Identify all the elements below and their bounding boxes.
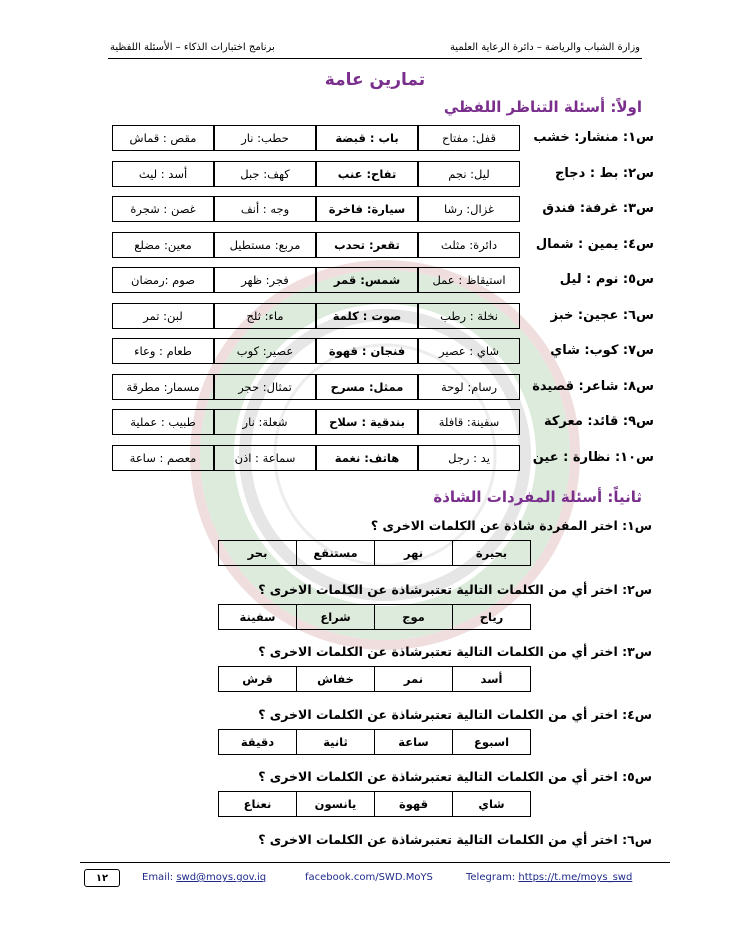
odd-option[interactable]: مستنقع xyxy=(296,540,375,566)
email-label: Email: xyxy=(142,872,174,883)
analogy-question-label: س٦: عجين: خبز xyxy=(550,307,654,323)
analogy-option[interactable]: لبن: تمر xyxy=(112,303,214,329)
analogy-option[interactable]: معصم : ساعة xyxy=(112,445,214,471)
analogy-option[interactable]: كهف: جبل xyxy=(214,161,316,187)
analogy-option[interactable]: دائرة: مثلث xyxy=(418,232,520,258)
footer-divider xyxy=(80,862,670,863)
analogy-option[interactable]: قفل: مفتاح xyxy=(418,125,520,151)
header-ministry: وزارة الشباب والرياضة – دائرة الرعاية العلمية xyxy=(449,42,640,53)
analogy-option[interactable]: يد : رجل xyxy=(418,445,520,471)
analogy-option[interactable]: مربع: مستطيل xyxy=(214,232,316,258)
analogy-option[interactable]: حطب: نار xyxy=(214,125,316,151)
analogy-question-label: س١: منشار: خشب xyxy=(533,130,654,145)
analogy-option[interactable]: معين: مضلع xyxy=(112,232,214,258)
analogy-question-label: س٢: بط : دجاج xyxy=(555,165,654,181)
odd-option[interactable]: سفينة xyxy=(218,604,297,630)
odd-question-label: س٣: اختر أي من الكلمات التالية تعتبرشاذة عن الكلمات الاخرى ؟ xyxy=(258,644,652,659)
odd-option[interactable]: شاي xyxy=(452,791,531,817)
odd-option[interactable]: نمر xyxy=(374,666,453,692)
odd-option[interactable]: نعناع xyxy=(218,791,297,817)
analogy-question-label: س٧: كوب: شاي xyxy=(550,343,654,358)
odd-option[interactable]: ثانية xyxy=(296,729,375,755)
odd-question-label: س٤: اختر أي من الكلمات التالية تعتبرشاذة عن الكلمات الاخرى ؟ xyxy=(258,707,652,722)
analogy-option[interactable]: عصير: كوب xyxy=(214,338,316,364)
odd-option[interactable]: بحيرة xyxy=(452,540,531,566)
analogy-option[interactable]: طعام : وعاء xyxy=(112,338,214,364)
footer-facebook[interactable]: facebook.com/SWD.MoYS xyxy=(305,872,433,883)
odd-question-label: س١: اختر المفردة شاذة عن الكلمات الاخرى ؟ xyxy=(370,518,652,533)
analogy-option[interactable]: تفاح: عنب xyxy=(316,161,418,187)
analogy-option[interactable]: تمثال: حجر xyxy=(214,374,316,400)
odd-option[interactable]: دقيقة xyxy=(218,729,297,755)
analogy-option[interactable]: فجر: ظهر xyxy=(214,267,316,293)
analogy-option[interactable]: غزال: رشا xyxy=(418,196,520,222)
analogy-option[interactable]: ليل: نجم xyxy=(418,161,520,187)
odd-option[interactable]: شراع xyxy=(296,604,375,630)
odd-question-label: س٦: اختر أي من الكلمات التالية تعتبرشاذة عن الكلمات الاخرى ؟ xyxy=(258,832,652,847)
telegram-label: Telegram: xyxy=(466,872,516,883)
analogy-option[interactable]: باب : قبضة xyxy=(316,125,418,151)
footer-telegram xyxy=(466,872,632,883)
section2-title: ثانياً: أسئلة المفردات الشاذة xyxy=(433,488,642,506)
odd-question-label: س٥: اختر أي من الكلمات التالية تعتبرشاذة عن الكلمات الاخرى ؟ xyxy=(258,769,652,784)
footer-email xyxy=(142,872,266,883)
odd-option[interactable]: ساعة xyxy=(374,729,453,755)
analogy-option[interactable]: سفينة: قافلة xyxy=(418,409,520,435)
analogy-question-label: س٤: يمين : شمال xyxy=(535,236,654,252)
analogy-option[interactable]: شمس: قمر xyxy=(316,267,418,293)
odd-option[interactable]: قهوة xyxy=(374,791,453,817)
analogy-question-label: س٣: غرفة: فندق xyxy=(542,201,654,216)
odd-option[interactable]: موج xyxy=(374,604,453,630)
odd-option[interactable]: بحر xyxy=(218,540,297,566)
analogy-option[interactable]: ماء: ثلج xyxy=(214,303,316,329)
odd-option[interactable]: رياح xyxy=(452,604,531,630)
odd-option[interactable]: قرش xyxy=(218,666,297,692)
odd-option[interactable]: أسد xyxy=(452,666,531,692)
telegram-link[interactable]: https://t.me/moys_swd xyxy=(518,872,633,883)
analogy-option[interactable]: مقص : قماش xyxy=(112,125,214,151)
analogy-option[interactable]: طبيب : عملية xyxy=(112,409,214,435)
analogy-question-label: س٩: قائد: معركة xyxy=(543,414,654,429)
analogy-option[interactable]: سماعة : اذن xyxy=(214,445,316,471)
analogy-question-label: س٥: نوم : ليل xyxy=(559,272,654,287)
analogy-option[interactable]: سيارة: فاخرة xyxy=(316,196,418,222)
header-program: برنامج اختبارات الذكاء – الأسئلة اللفظية xyxy=(110,42,275,53)
odd-question-label: س٢: اختر أي من الكلمات التالية تعتبرشاذة عن الكلمات الاخرى ؟ xyxy=(258,582,652,597)
email-link[interactable]: swd@moys.gov.iq xyxy=(176,872,267,883)
odd-option[interactable]: نهر xyxy=(374,540,453,566)
odd-option[interactable]: اسبوع xyxy=(452,729,531,755)
analogy-option[interactable]: غصن : شجرة xyxy=(112,196,214,222)
header-divider xyxy=(108,58,642,59)
section1-title: اولاً: أسئلة التناظر اللفظي xyxy=(443,98,642,116)
analogy-option[interactable]: وجه : أنف xyxy=(214,196,316,222)
analogy-option[interactable]: شاي : عصير xyxy=(418,338,520,364)
analogy-option[interactable]: ممثل: مسرح xyxy=(316,374,418,400)
odd-option[interactable]: خفاش xyxy=(296,666,375,692)
analogy-option[interactable]: مسمار: مطرقة xyxy=(112,374,214,400)
analogy-option[interactable]: هاتف: نغمة xyxy=(316,445,418,471)
analogy-option[interactable]: صوت : كلمة xyxy=(316,303,418,329)
analogy-option[interactable]: فنجان : قهوة xyxy=(316,338,418,364)
odd-option[interactable]: يانسون xyxy=(296,791,375,817)
analogy-question-label: س٨: شاعر: قصيدة xyxy=(532,378,654,394)
analogy-option[interactable]: بندقية : سلاح xyxy=(316,409,418,435)
analogy-option[interactable]: رسام: لوحة xyxy=(418,374,520,400)
analogy-option[interactable]: استيقاظ : عمل xyxy=(418,267,520,293)
page-number: ١٢ xyxy=(84,869,120,887)
analogy-option[interactable]: صوم :رمضان xyxy=(112,267,214,293)
analogy-option[interactable]: تقعر: تحدب xyxy=(316,232,418,258)
analogy-option[interactable]: شعلة: نار xyxy=(214,409,316,435)
page-title: تمارين عامة xyxy=(324,70,426,90)
analogy-option[interactable]: أسد : ليث xyxy=(112,161,214,187)
analogy-question-label: س١٠: نظارة : عين xyxy=(532,449,654,465)
analogy-option[interactable]: نخلة : رطب xyxy=(418,303,520,329)
